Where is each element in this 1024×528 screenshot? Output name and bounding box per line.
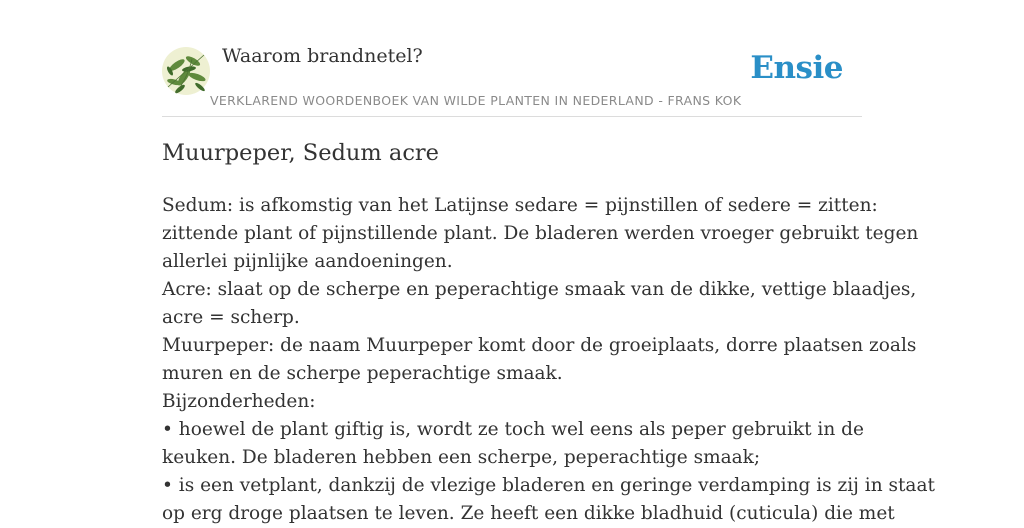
brand-logo[interactable]: Ensie: [750, 50, 843, 86]
body-line: • is een vetplant, dankzij de vlezige bladeren en geringe verdamping is zij in staat: [162, 475, 935, 496]
source-label[interactable]: VERKLAREND WOORDENBOEK VAN WILDE PLANTEN IN NEDERLAND - FRANS KOK: [210, 93, 742, 108]
body-line: muren en de scherpe peperachtige smaak.: [162, 363, 563, 384]
plant-leaves-icon: [162, 47, 210, 95]
body-line: Acre: slaat op de scherpe en peperachtige smaak van de dikke, vettige blaadjes,: [162, 279, 917, 300]
body-line: Sedum: is afkomstig van het Latijnse sedare = pijnstillen of sedere = zitten:: [162, 195, 878, 216]
question-title[interactable]: Waarom brandnetel?: [222, 45, 423, 67]
body-line: Muurpeper: de naam Muurpeper komt door de groeiplaats, dorre plaatsen zoals: [162, 335, 917, 356]
body-line: • hoewel de plant giftig is, wordt ze toch wel eens als peper gebruikt in de: [162, 419, 864, 440]
body-line: op erg droge plaatsen te leven. Ze heeft een dikke bladhuid (cuticula) die met: [162, 503, 895, 524]
body-line: keuken. De bladeren hebben een scherpe, peperachtige smaak;: [162, 447, 761, 468]
header: [162, 44, 862, 117]
article-title: Muurpeper, Sedum acre: [162, 140, 439, 166]
body-line: acre = scherp.: [162, 307, 300, 328]
body-line: allerlei pijnlijke aandoeningen.: [162, 251, 453, 272]
body-line: zittende plant of pijnstillende plant. De bladeren werden vroeger gebruikt tegen: [162, 223, 919, 244]
article-body: [162, 192, 935, 528]
body-line: Bijzonderheden:: [162, 391, 316, 412]
